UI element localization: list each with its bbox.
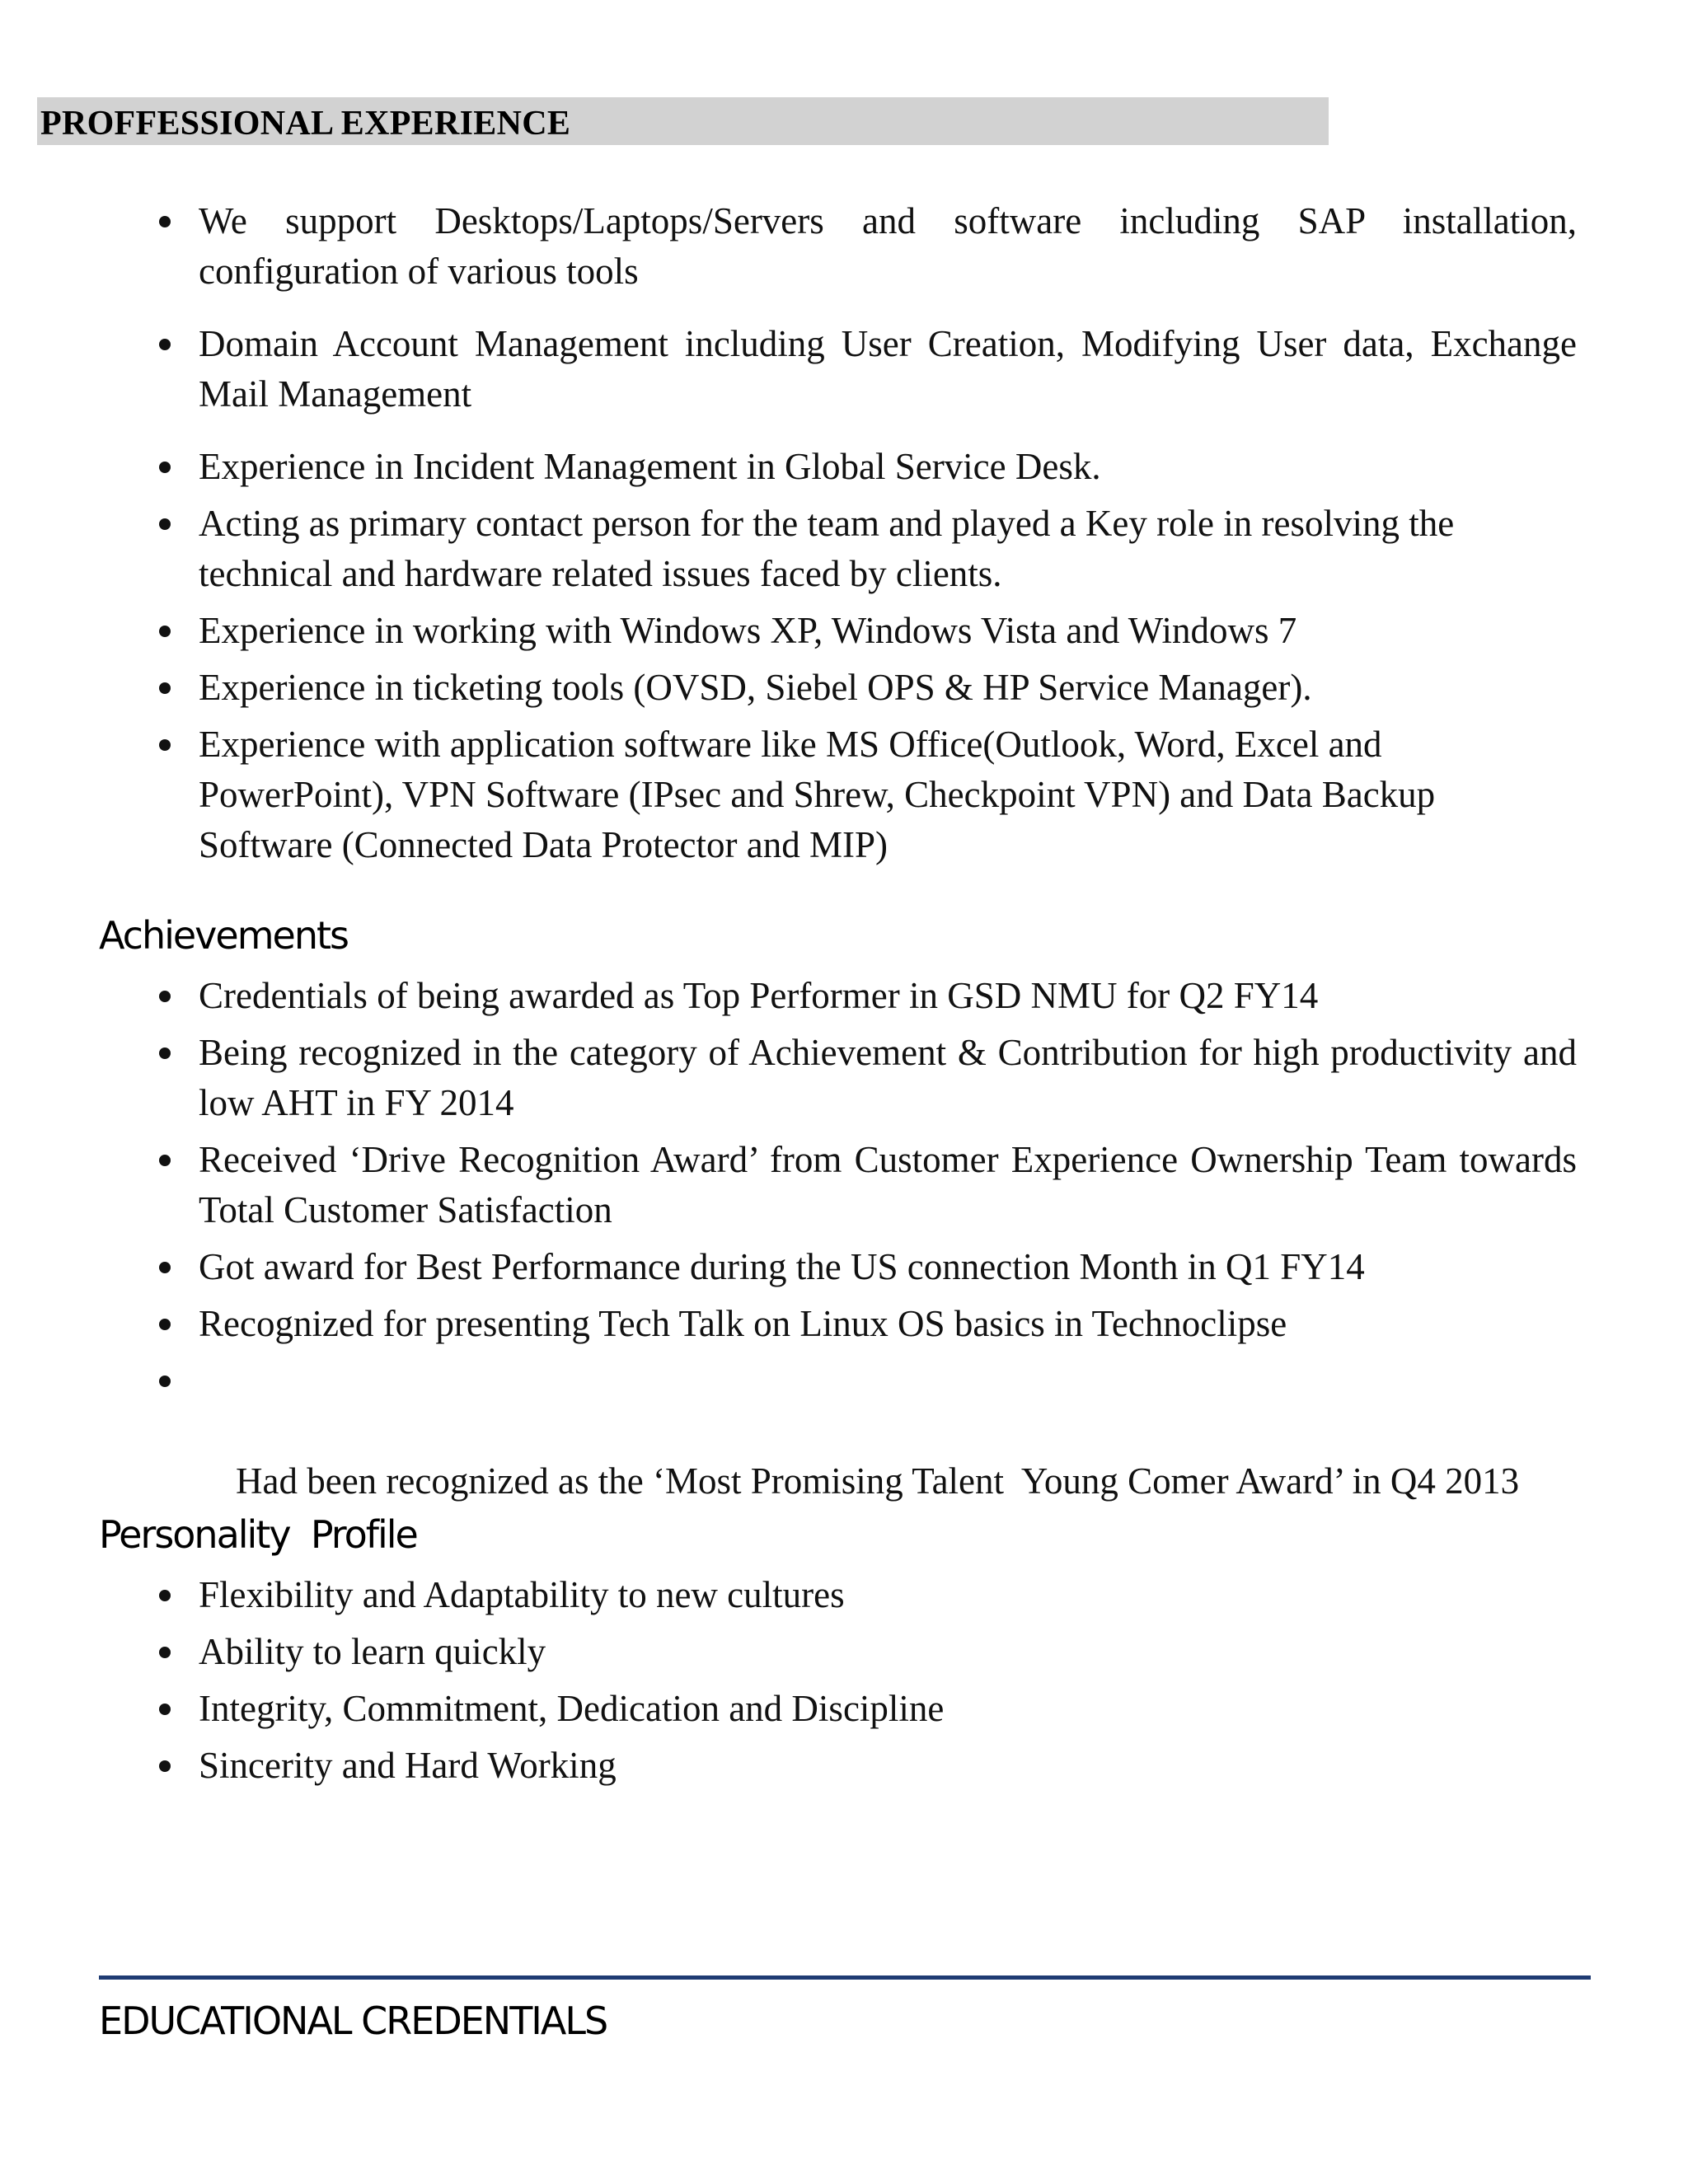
list-item: We support Desktops/Laptops/Servers and software including SAP installation, configuration of various tools	[199, 196, 1577, 297]
bullet-icon	[159, 1760, 171, 1772]
list-item: Ability to learn quickly	[199, 1627, 1577, 1677]
bullet-icon	[159, 1047, 171, 1059]
list-item: Domain Account Management including User Creation, Modifying User data, Exchange Mail Management	[199, 319, 1577, 419]
bullet-icon	[159, 682, 171, 694]
experience-list	[199, 196, 1577, 870]
personality-list	[199, 1570, 1577, 1791]
list-item: Received ‘Drive Recognition Award’ from Customer Experience Ownership Team towards Total Customer Satisfaction	[199, 1135, 1577, 1235]
bullet-icon	[159, 1319, 171, 1330]
list-item: Credentials of being awarded as Top Performer in GSD NMU for Q2 FY14	[199, 971, 1577, 1021]
bullet-icon	[159, 1262, 171, 1273]
bullet-icon	[159, 1590, 171, 1601]
list-item: Experience in Incident Management in Global Service Desk.	[199, 442, 1577, 492]
bullet-icon	[159, 1704, 171, 1715]
list-item: Experience in ticketing tools (OVSD, Siebel OPS & HP Service Manager).	[199, 663, 1577, 713]
list-item: Acting as primary contact person for the team and played a Key role in resolving the technical and hardware related issues faced by clients.	[199, 499, 1577, 599]
list-item: Being recognized in the category of Achievement & Contribution for high productivity and low AHT in FY 2014	[199, 1028, 1577, 1128]
bullet-icon	[159, 1376, 171, 1387]
achievements-heading: Achievements	[99, 913, 348, 958]
list-item: Experience in working with Windows XP, Windows Vista and Windows 7	[199, 606, 1577, 656]
bullet-icon	[159, 339, 171, 350]
bullet-icon	[159, 462, 171, 473]
section-divider	[99, 1975, 1591, 1980]
bullet-icon	[159, 739, 171, 751]
list-item: Integrity, Commitment, Dedication and Discipline	[199, 1684, 1577, 1734]
list-item: Recognized for presenting Tech Talk on Linux OS basics in Technoclipse	[199, 1299, 1577, 1349]
bullet-icon	[159, 626, 171, 637]
education-heading: EDUCATIONAL CREDENTIALS	[99, 1999, 607, 2043]
list-item: Had been recognized as the ‘Most Promising Talent Young Comer Award’ in Q4 2013	[199, 1356, 1577, 1557]
experience-section-header	[37, 97, 1329, 145]
bullet-icon	[159, 991, 171, 1002]
list-item: Flexibility and Adaptability to new cultures	[199, 1570, 1577, 1620]
achievements-list	[199, 971, 1577, 1557]
list-item: Experience with application software like MS Office(Outlook, Word, Excel and PowerPoint), VPN Software (IPsec and Shrew, Checkpoint VPN) and Data Backup Software (Connected Data Protector and MIP)	[199, 719, 1577, 870]
experience-title: PROFFESSIONAL EXPERIENCE	[40, 105, 571, 143]
bullet-icon	[159, 1647, 171, 1658]
list-item: Got award for Best Performance during the US connection Month in Q1 FY14	[199, 1242, 1577, 1292]
bullet-icon	[159, 518, 171, 530]
bullet-icon	[159, 216, 171, 227]
bullet-icon	[159, 1155, 171, 1166]
personality-heading: Personality Profile	[99, 1512, 417, 1557]
list-item: Sincerity and Hard Working	[199, 1741, 1577, 1791]
